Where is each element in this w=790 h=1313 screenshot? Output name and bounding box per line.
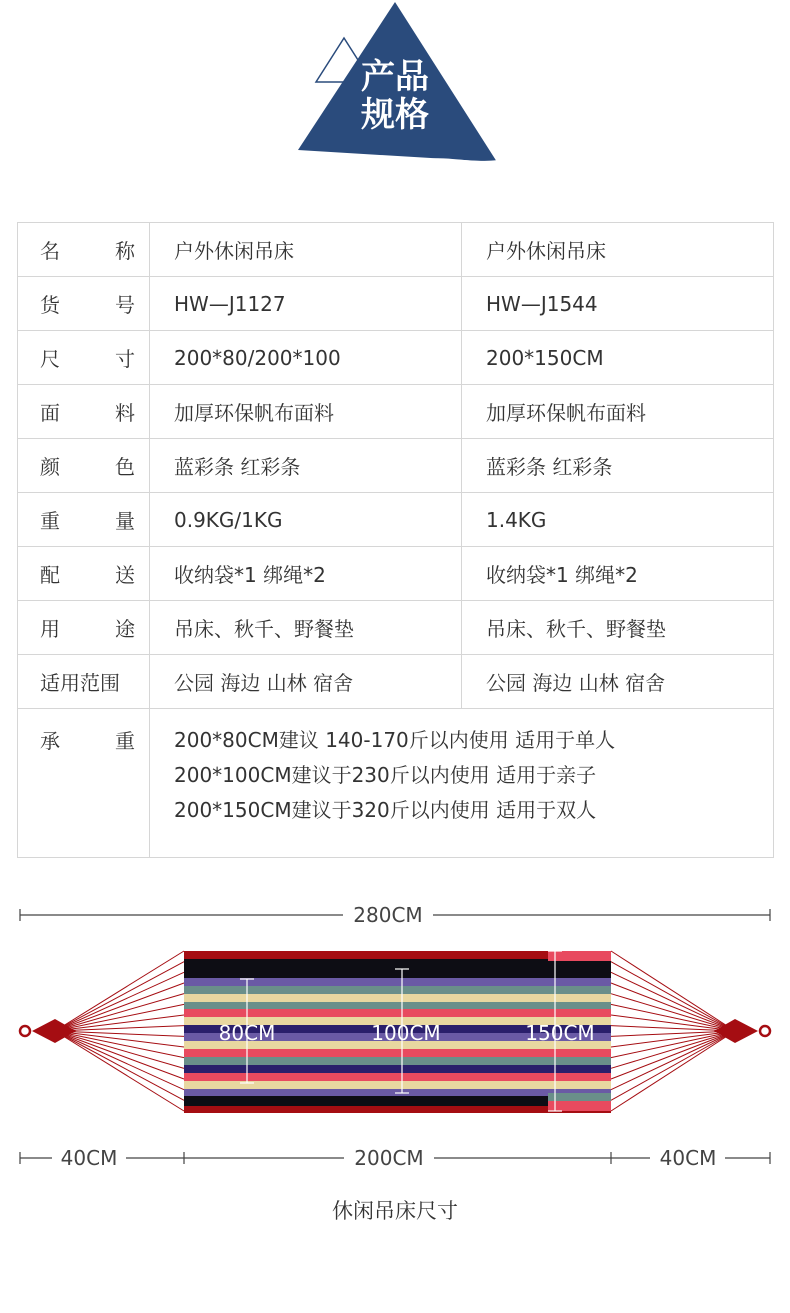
spec-label-cell: [18, 493, 150, 547]
hammock-stripe: [184, 1057, 611, 1065]
spec-label-char: 货: [40, 293, 60, 317]
rope-line: [611, 1031, 735, 1100]
right-ring-icon: [760, 1026, 770, 1036]
spec-label-char: 面: [40, 401, 60, 425]
spec-label: [40, 505, 135, 534]
width-150-label: 150CM: [525, 1021, 595, 1045]
rope-line: [55, 951, 184, 1031]
spec-value-model-2: 1.4KG: [462, 493, 774, 547]
spec-row: [18, 655, 774, 709]
spec-value-model-1: 200*80/200*100: [150, 331, 462, 385]
spec-label-char: 用: [40, 617, 60, 641]
spec-label-char: 号: [115, 293, 135, 317]
spec-label: [40, 451, 135, 480]
rope-line: [55, 1031, 184, 1079]
spec-label-load: [40, 725, 135, 754]
section-header: [0, 0, 790, 190]
spec-value-model-1: 蓝彩条 红彩条: [150, 439, 462, 493]
hammock-stripe-accent: [548, 951, 611, 961]
spec-label-char: 承: [40, 729, 60, 753]
spec-label-char: 色: [115, 455, 135, 479]
spec-label-char: 称: [115, 239, 135, 263]
spec-value-model-1: 加厚环保帆布面料: [150, 385, 462, 439]
hammock-stripe: [184, 1096, 611, 1106]
hammock-stripe-accent: [548, 1101, 611, 1111]
spec-label-cell: [18, 223, 150, 277]
spec-value-model-2: 公园 海边 山林 宿舍: [462, 655, 774, 709]
spec-row: [18, 493, 774, 547]
load-capacity-line: 200*80CM建议 140-170斤以内使用 适用于单人: [174, 728, 616, 752]
spec-label: [40, 559, 135, 588]
spec-label-char: 配: [40, 563, 60, 587]
spec-label-cell: [18, 601, 150, 655]
load-capacity-line: 200*100CM建议于230斤以内使用 适用于亲子: [174, 763, 597, 787]
spec-label-char: 寸: [115, 347, 135, 371]
spec-value-model-2: 吊床、秋千、野餐垫: [462, 601, 774, 655]
spec-label-cell: [18, 655, 150, 709]
spec-label-char: 重: [40, 509, 60, 533]
spec-row: [18, 331, 774, 385]
spec-table-body: [18, 223, 774, 858]
spec-row: [18, 277, 774, 331]
spec-label-cell: [18, 439, 150, 493]
rope-line: [55, 1031, 184, 1090]
spec-row: [18, 439, 774, 493]
spec-table: [17, 222, 774, 858]
hammock-stripe: [184, 986, 611, 994]
rope-line: [611, 962, 735, 1031]
rope-line: [611, 1031, 735, 1079]
spec-row: [18, 223, 774, 277]
rope-line: [611, 951, 735, 1031]
spec-label-char: 量: [115, 509, 135, 533]
spec-row-load: [18, 709, 774, 858]
spec-value-model-2: 加厚环保帆布面料: [462, 385, 774, 439]
left-ring-icon: [20, 1026, 30, 1036]
spec-value-model-1: 收纳袋*1 绑绳*2: [150, 547, 462, 601]
spec-label-char: 尺: [40, 347, 60, 371]
hammock-stripe: [184, 969, 611, 978]
width-100-label: 100CM: [371, 1021, 441, 1045]
spec-value-model-1: 0.9KG/1KG: [150, 493, 462, 547]
load-capacity-cell: [150, 709, 774, 858]
spec-label-cell: [18, 547, 150, 601]
rope-line: [611, 1031, 735, 1090]
hammock-stripe: [184, 1002, 611, 1009]
total-length-dimension: [20, 903, 770, 927]
hammock-stripe: [184, 1073, 611, 1081]
spec-label: [40, 235, 135, 264]
section-title-line2: 规格: [361, 95, 429, 135]
hammock-diagram: [0, 895, 790, 1195]
rope-line: [55, 1031, 184, 1100]
rope-line: [611, 1031, 735, 1111]
hammock-stripe: [184, 1049, 611, 1057]
hammock-stripe-accent: [548, 1093, 611, 1101]
spec-label-char: 料: [115, 401, 135, 425]
bed-length-label: 200CM: [354, 1146, 424, 1170]
spec-value-model-2: 户外休闲吊床: [462, 223, 774, 277]
bottom-dimensions: [20, 1146, 770, 1170]
hammock-stripe: [184, 1106, 611, 1113]
rope-line: [611, 1031, 735, 1068]
diagram-caption: 休闲吊床尺寸: [332, 1199, 458, 1223]
spec-label: [40, 613, 135, 642]
spec-label-cell: [18, 709, 150, 858]
rope-line: [55, 1031, 184, 1068]
spec-label-cell: [18, 277, 150, 331]
rope-line: [55, 983, 184, 1031]
hammock-stripe: [184, 1009, 611, 1017]
section-title-line1: 产品: [361, 57, 429, 97]
spec-value-model-1: HW—J1127: [150, 277, 462, 331]
spec-row: [18, 385, 774, 439]
right-end-length-label: 40CM: [659, 1146, 717, 1170]
spec-label: [40, 397, 135, 426]
rope-line: [55, 994, 184, 1031]
section-title: [340, 58, 450, 134]
rope-line: [55, 972, 184, 1031]
spec-value-model-2: 200*150CM: [462, 331, 774, 385]
spec-label-char: 重: [115, 729, 135, 753]
spec-value-model-1: 公园 海边 山林 宿舍: [150, 655, 462, 709]
spec-label: [40, 343, 135, 372]
hammock-stripe: [184, 994, 611, 1002]
spec-label-char: 送: [115, 563, 135, 587]
spec-label-char: 途: [115, 617, 135, 641]
rope-line: [55, 962, 184, 1031]
spec-label-char: 名: [40, 239, 60, 263]
spec-label-cell: [18, 385, 150, 439]
spec-label: 适用范围: [40, 671, 120, 695]
spec-label-char: 颜: [40, 455, 60, 479]
hammock-stripe: [184, 959, 611, 969]
size-diagram: [0, 895, 790, 1235]
spec-label: [40, 289, 135, 318]
rope-line: [611, 972, 735, 1031]
hammock-stripe: [184, 1081, 611, 1089]
spec-label-cell: [18, 331, 150, 385]
spec-row: [18, 601, 774, 655]
left-end-length-label: 40CM: [60, 1146, 118, 1170]
rope-line: [611, 983, 735, 1031]
spec-value-model-2: HW—J1544: [462, 277, 774, 331]
load-capacity-line: 200*150CM建议于320斤以内使用 适用于双人: [174, 798, 597, 822]
spec-value-model-1: 户外休闲吊床: [150, 223, 462, 277]
width-80-label: 80CM: [218, 1021, 276, 1045]
spec-value-model-2: 蓝彩条 红彩条: [462, 439, 774, 493]
rope-line: [55, 1031, 184, 1111]
hammock-stripe: [184, 951, 611, 959]
spec-row: [18, 547, 774, 601]
hammock-stripe: [184, 1065, 611, 1073]
spec-value-model-1: 吊床、秋千、野餐垫: [150, 601, 462, 655]
spec-value-model-2: 收纳袋*1 绑绳*2: [462, 547, 774, 601]
rope-line: [611, 994, 735, 1031]
total-length-label: 280CM: [353, 903, 423, 927]
